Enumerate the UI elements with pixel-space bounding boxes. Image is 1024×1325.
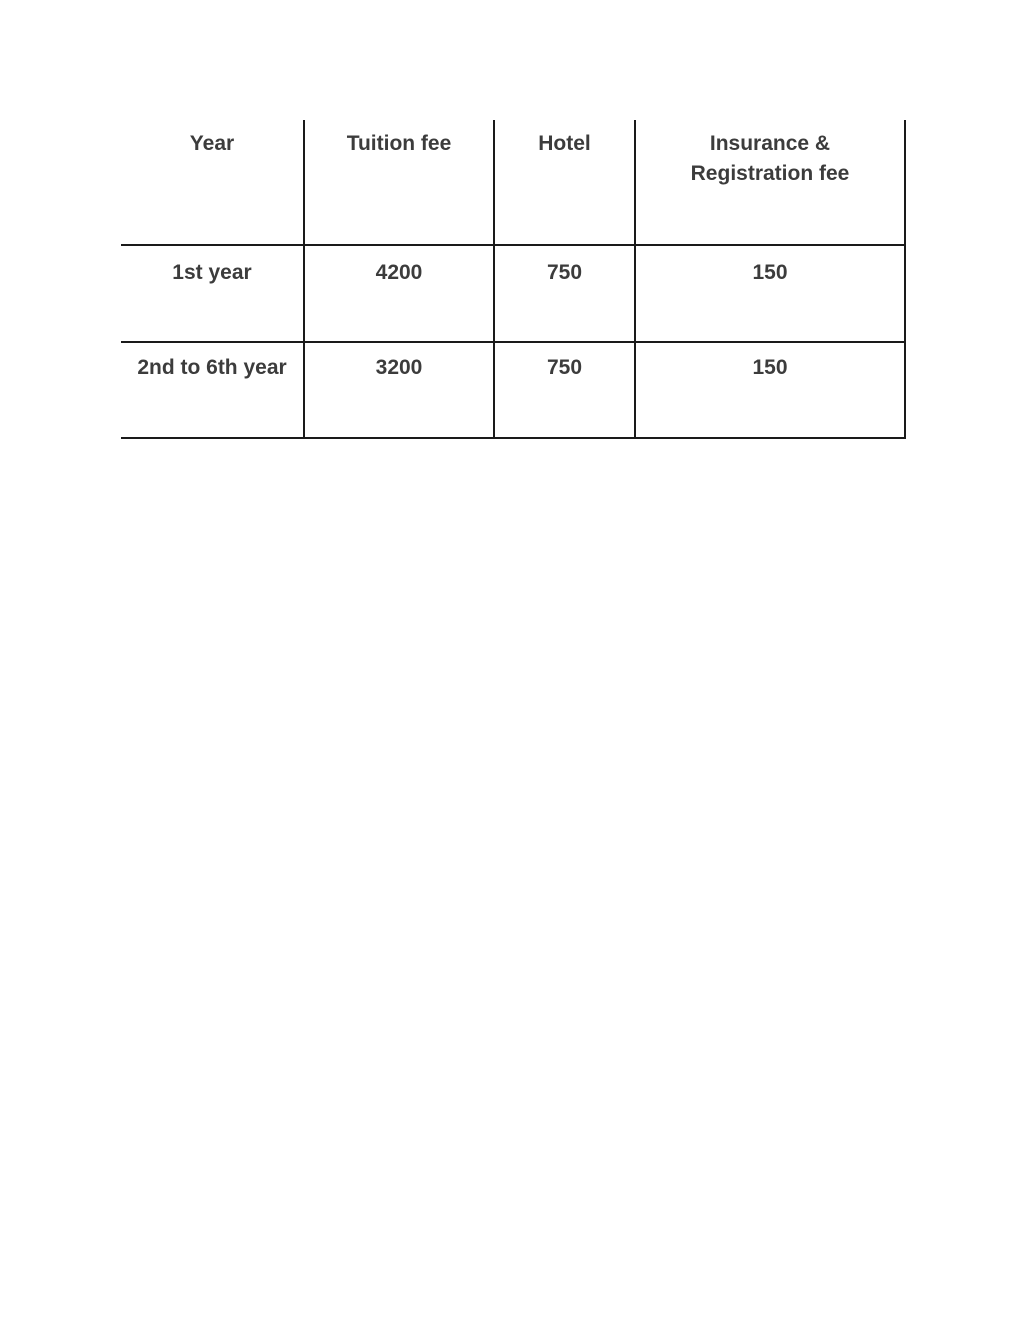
table-row [121,245,905,342]
header-insurance-registration-fee [635,120,905,245]
cell-insurance-registration-fee: 150 [635,245,905,342]
table-header-row [121,120,905,245]
table-row [121,342,905,438]
cell-tuition-fee: 4200 [304,245,494,342]
header-year: Year [121,120,304,245]
cell-hotel: 750 [494,342,635,438]
cell-insurance-registration-fee: 150 [635,342,905,438]
cell-tuition-fee: 3200 [304,342,494,438]
cell-year: 1st year [121,245,304,342]
header-insurance-registration-text: Insurance & Registration fee [690,132,850,185]
cell-year: 2nd to 6th year [121,342,304,438]
fee-table [121,120,906,439]
header-tuition-fee: Tuition fee [304,120,494,245]
cell-hotel: 750 [494,245,635,342]
header-hotel: Hotel [494,120,635,245]
